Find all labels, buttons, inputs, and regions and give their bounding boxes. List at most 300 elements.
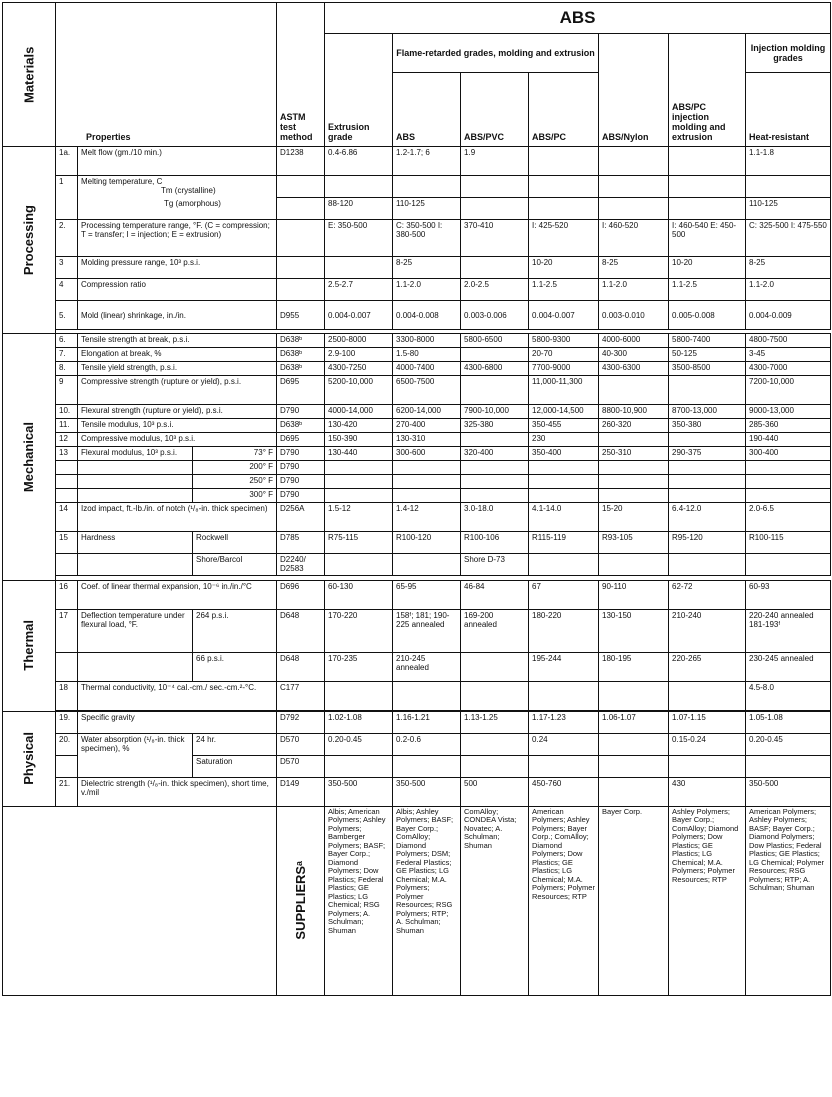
physical-label: Physical <box>21 732 36 785</box>
sub-label: 250° F <box>193 475 277 489</box>
astm-cell: D648 <box>277 652 325 681</box>
suppliers-cell: Albis; Ashley Polymers; BASF; Bayer Corp.; ComAlloy; Diamond Polymers; DSM; Federal Plastics; GE Plastics; LG Chemical; M.A. Polymers; Polymer Resources; RSG Polymers; RTP; A. Schulman; Shuman <box>393 806 461 995</box>
value-cell: 8700-13,000 <box>669 405 746 419</box>
row-number: 13 <box>56 447 78 461</box>
value-cell: 0.004-0.009 <box>746 301 831 330</box>
value-cell <box>599 376 669 405</box>
property-label: Melt flow (gm./10 min.) <box>78 147 277 176</box>
value-cell: 370-410 <box>461 220 529 257</box>
row-number: 21. <box>56 777 78 806</box>
value-cell: 20-70 <box>529 348 599 362</box>
value-cell: 190-440 <box>746 433 831 447</box>
value-cell: 0.4-6.86 <box>325 147 393 176</box>
table-row <box>3 362 831 376</box>
value-cell: 0.004-0.007 <box>529 301 599 330</box>
sub-label: 73° F <box>193 447 277 461</box>
value-cell: 5200-10,000 <box>325 376 393 405</box>
astm-cell <box>277 279 325 301</box>
table-row <box>3 554 831 576</box>
abs-header: ABS <box>325 3 831 34</box>
value-cell: 15-20 <box>599 503 669 532</box>
astm-cell: D790 <box>277 461 325 475</box>
value-cell: 1.06-1.07 <box>599 711 669 733</box>
value-cell: 65-95 <box>393 580 461 609</box>
value-cell: 0.20-0.45 <box>325 733 393 755</box>
value-cell: 67 <box>529 580 599 609</box>
astm-cell: D790 <box>277 475 325 489</box>
value-cell: 1.17-1.23 <box>529 711 599 733</box>
value-cell: 230-245 annealed <box>746 652 831 681</box>
value-cell: 4000-14,000 <box>325 405 393 419</box>
value-cell <box>325 176 393 198</box>
value-cell: 5800-9300 <box>529 334 599 348</box>
value-cell: 10-20 <box>529 257 599 279</box>
value-cell: 1.5-80 <box>393 348 461 362</box>
sub-label: 264 p.s.i. <box>193 609 277 652</box>
property-label: Coef. of linear thermal expansion, 10⁻⁶ in./in./°C <box>78 580 277 609</box>
value-cell: 46-84 <box>461 580 529 609</box>
property-label: Melting temperature, C <box>81 177 163 186</box>
value-cell: 60-130 <box>325 580 393 609</box>
value-cell: 230 <box>529 433 599 447</box>
thermal-label: Thermal <box>21 620 36 671</box>
table-row <box>3 609 831 652</box>
value-cell: 8800-10,900 <box>599 405 669 419</box>
value-cell: 2.5-2.7 <box>325 279 393 301</box>
row-number: 5. <box>56 301 78 330</box>
value-cell <box>393 176 461 198</box>
row-number: 16 <box>56 580 78 609</box>
row-number: 4 <box>56 279 78 301</box>
value-cell: 130-420 <box>325 419 393 433</box>
value-cell: 5800-6500 <box>461 334 529 348</box>
heat-resistant-header: Heat-resistant <box>746 73 831 147</box>
value-cell: 1.1-2.5 <box>669 279 746 301</box>
astm-cell: D570 <box>277 733 325 755</box>
value-cell: 0.15-0.24 <box>669 733 746 755</box>
sub-label: 24 hr. <box>193 733 277 755</box>
table-row <box>3 348 831 362</box>
value-cell: 4300-7250 <box>325 362 393 376</box>
value-cell: 1.07-1.15 <box>669 711 746 733</box>
value-cell <box>599 147 669 176</box>
abs-pc-injection-header: ABS/PC injection molding and extrusion <box>669 34 746 147</box>
astm-cell: C177 <box>277 681 325 710</box>
injection-molding-header: Injection molding grades <box>746 34 831 73</box>
extrusion-grade-header: Extrusion grade <box>325 34 393 147</box>
value-cell: 0.24 <box>529 733 599 755</box>
astm-cell: D638ᵇ <box>277 419 325 433</box>
property-label: Izod impact, ft.-lb./in. of notch (¹/₈-in. thick specimen) <box>78 503 277 532</box>
value-cell <box>669 433 746 447</box>
value-cell: 10-20 <box>669 257 746 279</box>
value-cell: R100-120 <box>393 532 461 554</box>
suppliers-cell: Albis; American Polymers; Ashley Polymers; Bamberger Polymers; BASF; Bayer Corp.; Diamond Polymers; Dow Plastics; Federal Plastics; GE Plastics; LG Chemical; RSG Polymers; A. Schulman; Shuman <box>325 806 393 995</box>
value-cell <box>669 376 746 405</box>
property-label: Processing temperature range, °F. (C = compression; T = transfer; I = injection; E = extrusion) <box>78 220 277 257</box>
value-cell <box>746 176 831 198</box>
value-cell <box>461 176 529 198</box>
table-row <box>3 376 831 405</box>
row-number: 2. <box>56 220 78 257</box>
row-number: 19. <box>56 711 78 733</box>
mechanical-label: Mechanical <box>21 421 36 492</box>
astm-cell: D695 <box>277 376 325 405</box>
row-number: 11. <box>56 419 78 433</box>
value-cell: 450-760 <box>529 777 599 806</box>
table-row <box>3 681 831 710</box>
value-cell <box>461 652 529 681</box>
value-cell: 7900-10,000 <box>461 405 529 419</box>
value-cell: 4300-6800 <box>461 362 529 376</box>
value-cell: C: 350-500 I: 380-500 <box>393 220 461 257</box>
value-cell: 8-25 <box>393 257 461 279</box>
value-cell: 350-400 <box>529 447 599 461</box>
value-cell: 12,000-14,500 <box>529 405 599 419</box>
value-cell: 300-600 <box>393 447 461 461</box>
value-cell: 500 <box>461 777 529 806</box>
value-cell: 0.004-0.007 <box>325 301 393 330</box>
value-cell: 1.1-2.5 <box>529 279 599 301</box>
value-cell: 130-310 <box>393 433 461 447</box>
property-label: Compressive strength (rupture or yield), p.s.i. <box>78 376 277 405</box>
value-cell: 270-400 <box>393 419 461 433</box>
astm-cell: D790 <box>277 405 325 419</box>
value-cell: R100-115 <box>746 532 831 554</box>
value-cell: 4.5-8.0 <box>746 681 831 710</box>
astm-cell: D792 <box>277 711 325 733</box>
property-label: Mold (linear) shrinkage, in./in. <box>78 301 277 330</box>
value-cell <box>529 176 599 198</box>
property-label: Flexural modulus, 10³ p.s.i. <box>78 447 193 461</box>
value-cell: 6.4-12.0 <box>669 503 746 532</box>
value-cell: I: 460-540 E: 450-500 <box>669 220 746 257</box>
row-number: 18 <box>56 681 78 710</box>
value-cell: 40-300 <box>599 348 669 362</box>
astm-cell: D256A <box>277 503 325 532</box>
property-label: Deflection temperature under flexural load, °F. <box>78 609 193 652</box>
property-label: Tensile modulus, 10³ p.s.i. <box>78 419 277 433</box>
value-cell: 4800-7500 <box>746 334 831 348</box>
abs-nylon-header: ABS/Nylon <box>599 34 669 147</box>
row-number: 14 <box>56 503 78 532</box>
property-label: Thermal conductivity, 10⁻⁴ cal.-cm./ sec.-cm.²-°C. <box>78 681 277 710</box>
value-cell: 88-120 <box>325 198 393 220</box>
sub-label: 200° F <box>193 461 277 475</box>
row-number: 20. <box>56 733 78 755</box>
property-label: Elongation at break, % <box>78 348 277 362</box>
value-cell: 1.02-1.08 <box>325 711 393 733</box>
value-cell: 1.1-2.0 <box>746 279 831 301</box>
value-cell: 210-240 <box>669 609 746 652</box>
value-cell: 158ᶠ; 181; 190-225 annealed <box>393 609 461 652</box>
sub-label: Tg (amorphous) <box>78 198 277 220</box>
abs-pvc-header: ABS/PVC <box>461 73 529 147</box>
value-cell: 1.13-1.25 <box>461 711 529 733</box>
property-label: Flexural strength (rupture or yield), p.s.i. <box>78 405 277 419</box>
astm-cell <box>277 220 325 257</box>
value-cell: 1.9 <box>461 147 529 176</box>
row-number: 9 <box>56 376 78 405</box>
value-cell <box>461 198 529 220</box>
value-cell: 0.003-0.006 <box>461 301 529 330</box>
value-cell: 2.9-100 <box>325 348 393 362</box>
value-cell: 0.005-0.008 <box>669 301 746 330</box>
properties-header: Properties <box>56 3 277 147</box>
value-cell <box>461 433 529 447</box>
value-cell: 1.4-12 <box>393 503 461 532</box>
value-cell: 2.0-6.5 <box>746 503 831 532</box>
sub-label: Shore/Barcol <box>193 554 277 576</box>
value-cell: 2.0-2.5 <box>461 279 529 301</box>
value-cell: 290-375 <box>669 447 746 461</box>
row-number: 10. <box>56 405 78 419</box>
properties-table <box>2 2 831 996</box>
value-cell <box>461 376 529 405</box>
property-label: Compressive modulus, 10³ p.s.i. <box>78 433 277 447</box>
value-cell: 195-244 <box>529 652 599 681</box>
astm-cell: D149 <box>277 777 325 806</box>
value-cell <box>669 147 746 176</box>
value-cell: 3300-8000 <box>393 334 461 348</box>
value-cell: 350-500 <box>393 777 461 806</box>
row-number: 3 <box>56 257 78 279</box>
value-cell <box>325 257 393 279</box>
table-row <box>3 220 831 257</box>
suppliers-cell: Ashley Polymers; Bayer Corp.; ComAlloy; Diamond Polymers; Dow Plastics; GE Plastics; LG Chemical; M.A. Polymers; Polymer Resources; RTP <box>669 806 746 995</box>
astm-cell: D2240/ D2583 <box>277 554 325 576</box>
row-number: 6. <box>56 334 78 348</box>
value-cell <box>599 198 669 220</box>
property-label: Dielectric strength (¹/₈-in. thick specimen), short time, v./mil <box>78 777 277 806</box>
materials-label: Materials <box>3 3 56 147</box>
value-cell: 1.1-1.8 <box>746 147 831 176</box>
sub-label: Tm (crystalline) <box>161 186 216 195</box>
value-cell <box>669 176 746 198</box>
astm-cell: D638ᵇ <box>277 348 325 362</box>
value-cell: 150-390 <box>325 433 393 447</box>
value-cell: 62-72 <box>669 580 746 609</box>
row-number: 7. <box>56 348 78 362</box>
table-row <box>3 147 831 176</box>
value-cell: 320-400 <box>461 447 529 461</box>
value-cell: I: 425-520 <box>529 220 599 257</box>
value-cell: I: 460-520 <box>599 220 669 257</box>
property-label: Tensile strength at break, p.s.i. <box>78 334 277 348</box>
sub-label: Rockwell <box>193 532 277 554</box>
astm-cell: D638ᵇ <box>277 334 325 348</box>
table-row <box>3 279 831 301</box>
value-cell: R95-120 <box>669 532 746 554</box>
astm-cell <box>277 198 325 220</box>
table-row <box>3 301 831 330</box>
value-cell: 0.004-0.008 <box>393 301 461 330</box>
value-cell: 325-380 <box>461 419 529 433</box>
table-row <box>3 419 831 433</box>
astm-cell: D790 <box>277 447 325 461</box>
value-cell: 220-240 annealed 181-193ᶠ <box>746 609 831 652</box>
value-cell: 4000-7400 <box>393 362 461 376</box>
value-cell: 1.05-1.08 <box>746 711 831 733</box>
table-row <box>3 433 831 447</box>
sub-label: 300° F <box>193 489 277 503</box>
value-cell: R115-119 <box>529 532 599 554</box>
value-cell: 300-400 <box>746 447 831 461</box>
value-cell: 0.20-0.45 <box>746 733 831 755</box>
suppliers-cell: American Polymers; Ashley Polymers; Bayer Corp.; ComAlloy; Diamond Polymers; Dow Plastics; GE Plastics; LG Chemical; M.A. Polymers; Polymer Resources; RTP <box>529 806 599 995</box>
table-row <box>3 777 831 806</box>
value-cell: 60-93 <box>746 580 831 609</box>
value-cell <box>669 198 746 220</box>
value-cell: 6500-7500 <box>393 376 461 405</box>
value-cell: 1.2-1.7; 6 <box>393 147 461 176</box>
astm-cell <box>277 257 325 279</box>
table-row <box>3 580 831 609</box>
value-cell: E: 350-500 <box>325 220 393 257</box>
table-row <box>3 475 831 489</box>
astm-cell: D648 <box>277 609 325 652</box>
value-cell: R93-105 <box>599 532 669 554</box>
value-cell: 350-380 <box>669 419 746 433</box>
astm-cell: D785 <box>277 532 325 554</box>
flame-retarded-header: Flame-retarded grades, molding and extrusion <box>393 34 599 73</box>
value-cell: 1.1-2.0 <box>393 279 461 301</box>
value-cell <box>599 176 669 198</box>
value-cell: 169-200 annealed <box>461 609 529 652</box>
value-cell: 130-440 <box>325 447 393 461</box>
value-cell: 4000-6000 <box>599 334 669 348</box>
table-row <box>3 503 831 532</box>
value-cell: R100-106 <box>461 532 529 554</box>
table-row <box>3 532 831 554</box>
value-cell: 1.5-12 <box>325 503 393 532</box>
value-cell: 3.0-18.0 <box>461 503 529 532</box>
property-label: Molding pressure range, 10³ p.s.i. <box>78 257 277 279</box>
table-row <box>3 334 831 348</box>
value-cell: 3500-8500 <box>669 362 746 376</box>
astm-cell: D790 <box>277 489 325 503</box>
value-cell: 90-110 <box>599 580 669 609</box>
value-cell: 110-125 <box>393 198 461 220</box>
value-cell: 170-235 <box>325 652 393 681</box>
astm-header: ASTM test method <box>277 3 325 147</box>
table-row <box>3 405 831 419</box>
value-cell <box>461 348 529 362</box>
table-row <box>3 198 831 220</box>
suppliers-cell: American Polymers; Ashley Polymers; BASF; Bayer Corp.; Diamond Polymers; Dow Plastics; Federal Plastics; GE Plastics; LG Chemical; Polymer Resources; RSG Polymers; RTP; A. Schulman; Shuman <box>746 806 831 995</box>
value-cell: 130-150 <box>599 609 669 652</box>
processing-label: Processing <box>21 204 36 276</box>
value-cell <box>599 433 669 447</box>
value-cell: 4.1-14.0 <box>529 503 599 532</box>
abs-pc-header: ABS/PC <box>529 73 599 147</box>
row-number: 1a. <box>56 147 78 176</box>
property-label: Compression ratio <box>78 279 277 301</box>
value-cell: 430 <box>669 777 746 806</box>
value-cell: 180-195 <box>599 652 669 681</box>
value-cell: 350-455 <box>529 419 599 433</box>
astm-cell: D695 <box>277 433 325 447</box>
value-cell: 8-25 <box>599 257 669 279</box>
value-cell: R75-115 <box>325 532 393 554</box>
sub-label: Saturation <box>193 755 277 777</box>
table-row <box>3 652 831 681</box>
astm-cell <box>277 176 325 198</box>
table-row <box>3 489 831 503</box>
table-row <box>3 461 831 475</box>
value-cell: 350-500 <box>325 777 393 806</box>
value-cell: 4300-6300 <box>599 362 669 376</box>
value-cell: 250-310 <box>599 447 669 461</box>
table-row <box>3 176 831 198</box>
property-label: Specific gravity <box>78 711 277 733</box>
value-cell: 110-125 <box>746 198 831 220</box>
value-cell: 8-25 <box>746 257 831 279</box>
value-cell: 50-125 <box>669 348 746 362</box>
value-cell: 7200-10,000 <box>746 376 831 405</box>
table-row <box>3 257 831 279</box>
value-cell: C: 325-500 I: 475-550 <box>746 220 831 257</box>
table-row <box>3 447 831 461</box>
value-cell: 6200-14,000 <box>393 405 461 419</box>
row-number: 1 <box>56 176 78 220</box>
astm-cell: D570 <box>277 755 325 777</box>
suppliers-cell: ComAlloy; CONDEA Vista; Novatec; A. Schulman; Shuman <box>461 806 529 995</box>
value-cell: 9000-13,000 <box>746 405 831 419</box>
value-cell: 4300-7000 <box>746 362 831 376</box>
suppliers-label: SUPPLIERSᵃ <box>293 861 309 940</box>
value-cell: 210-245 annealed <box>393 652 461 681</box>
value-cell <box>529 147 599 176</box>
value-cell: 220-265 <box>669 652 746 681</box>
abs-col-header: ABS <box>393 73 461 147</box>
value-cell: Shore D-73 <box>461 554 529 576</box>
sub-label: 66 p.s.i. <box>193 652 277 681</box>
property-label: Hardness <box>78 532 193 554</box>
value-cell: 1.16-1.21 <box>393 711 461 733</box>
value-cell: 2500-8000 <box>325 334 393 348</box>
value-cell: 0.2-0.6 <box>393 733 461 755</box>
value-cell: 7700-9000 <box>529 362 599 376</box>
value-cell: 170-220 <box>325 609 393 652</box>
astm-cell: D696 <box>277 580 325 609</box>
value-cell <box>461 257 529 279</box>
astm-cell: D638ᵇ <box>277 362 325 376</box>
value-cell: 3-45 <box>746 348 831 362</box>
value-cell <box>529 198 599 220</box>
value-cell: 0.003-0.010 <box>599 301 669 330</box>
property-label: Tensile yield strength, p.s.i. <box>78 362 277 376</box>
suppliers-cell: Bayer Corp. <box>599 806 669 995</box>
astm-cell: D1238 <box>277 147 325 176</box>
value-cell: 1.1-2.0 <box>599 279 669 301</box>
astm-cell: D955 <box>277 301 325 330</box>
value-cell: 180-220 <box>529 609 599 652</box>
value-cell: 350-500 <box>746 777 831 806</box>
value-cell: 285-360 <box>746 419 831 433</box>
value-cell: 5800-7400 <box>669 334 746 348</box>
value-cell: 11,000-11,300 <box>529 376 599 405</box>
row-number: 17 <box>56 609 78 652</box>
property-label: Water absorption (¹/₈-in. thick specimen), % <box>78 733 193 777</box>
table-row <box>3 711 831 733</box>
row-number: 8. <box>56 362 78 376</box>
suppliers-row <box>3 806 831 995</box>
value-cell: 260-320 <box>599 419 669 433</box>
row-number: 15 <box>56 532 78 554</box>
table-row <box>3 733 831 755</box>
row-number: 12 <box>56 433 78 447</box>
